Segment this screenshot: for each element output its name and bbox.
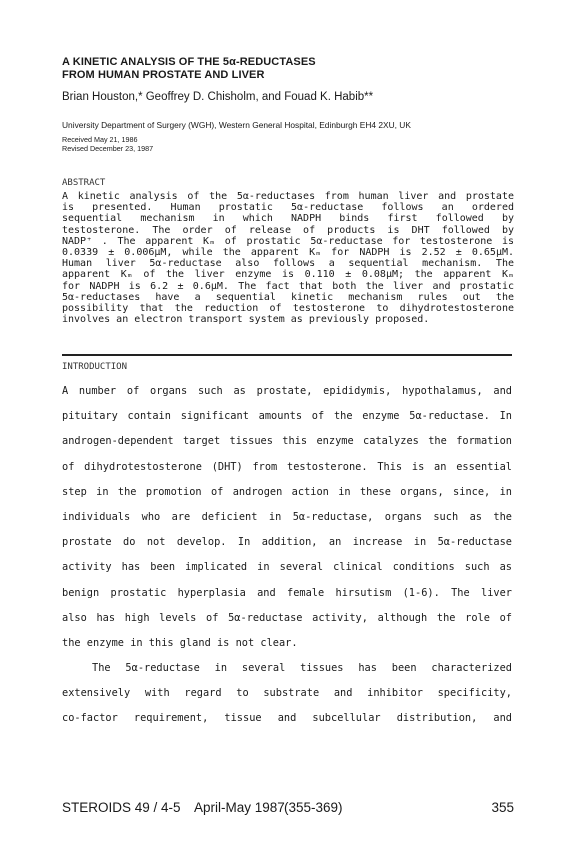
- issue-date: April-May 1987: [194, 800, 285, 815]
- abstract-line: testosterone. The order of release of products is DHT followed by: [62, 224, 514, 236]
- affiliation: University Department of Surgery (WGH), Western General Hospital, Edinburgh EH4 2XU, UK: [62, 120, 411, 130]
- journal-citation: STEROIDS 49 / 4-5: [62, 800, 181, 815]
- body-line: androgen-dependent target tissues this enzyme catalyzes the formation: [62, 435, 512, 448]
- abstract-line: 0.0339 ± 0.006μM, while the apparent Kₘ for NADPH is 2.52 ± 0.65μM.: [62, 247, 514, 259]
- revised-date: Revised December 23, 1987: [62, 144, 154, 153]
- body-line: prostate do not develop. In addition, an increase in 5α-reductase: [62, 536, 512, 549]
- abstract-heading: ABSTRACT: [62, 178, 106, 188]
- body-line: activity has been implicated in several clinical conditions such as: [62, 561, 512, 574]
- body-line: of dihydrotestosterone (DHT) from testosterone. This is an essential: [62, 460, 512, 473]
- section-divider: [62, 354, 512, 356]
- abstract-text: [62, 191, 514, 325]
- abstract-line: NADP⁺ . The apparent Kₘ of prostatic 5α-reductase for testosterone is: [62, 235, 514, 247]
- body-line: A number of organs such as prostate, epididymis, hypothalamus, and: [62, 385, 512, 397]
- body-line: pituitary contain significant amounts of the enzyme 5α-reductase. In: [62, 410, 512, 423]
- introduction-heading: INTRODUCTION: [62, 362, 128, 372]
- body-line: also has high levels of 5α-reductase activity, although the role of: [62, 611, 512, 624]
- abstract-line: A kinetic analysis of the 5α-reductases from human liver and prostate: [62, 191, 514, 202]
- body-line: co-factor requirement, tissue and subcellular distribution, and: [62, 712, 512, 725]
- body-line: the enzyme in this gland is not clear.: [62, 636, 298, 649]
- abstract-line: sequential mechanism in which NADPH binds first followed by: [62, 213, 514, 225]
- abstract-line: for NADPH is 6.2 ± 0.6μM. The fact that both the liver and prostatic: [62, 280, 514, 292]
- body-line: benign prostatic hyperplasia and female hirsutism (1-6). The liver: [62, 586, 512, 599]
- page-footer: [62, 799, 514, 817]
- abstract-line: Human liver 5α-reductase also follows a sequential mechanism. The: [62, 258, 514, 270]
- author-list: Brian Houston,* Geoffrey D. Chisholm, and Fouad K. Habib**: [62, 91, 374, 103]
- submission-dates: [62, 135, 362, 153]
- introduction-text: [62, 384, 512, 737]
- abstract-line: apparent Kₘ of the liver enzyme is 0.110 ± 0.08μM; the apparent Kₘ: [62, 269, 514, 281]
- article-title: [62, 56, 522, 82]
- abstract-line: 5α-reductases have a sequential kinetic mechanism rules out the: [62, 291, 514, 303]
- abstract-line: involves an electron transport system as previously proposed.: [62, 314, 430, 326]
- body-line: extensively with regard to substrate and inhibitor specificity,: [62, 687, 512, 700]
- received-date: Received May 21, 1986: [62, 135, 138, 144]
- page-range: (355-369): [284, 800, 343, 815]
- body-line: The 5α-reductase in several tissues has been characterized: [92, 662, 512, 675]
- body-line: individuals who are deficient in 5α-reductase, organs such as the: [62, 510, 512, 523]
- title-line-2: FROM HUMAN PROSTATE AND LIVER: [62, 69, 265, 81]
- abstract-line: possibility that the reduction of testosterone to dihydrotestosterone: [62, 303, 514, 315]
- page-number: 355: [491, 800, 514, 815]
- title-line-1: A KINETIC ANALYSIS OF THE 5α-REDUCTASES: [62, 56, 316, 68]
- abstract-line: is presented. Human prostatic 5α-reductase follows an ordered: [62, 202, 514, 214]
- body-line: step in the promotion of androgen action in these organs, since, in: [62, 485, 512, 498]
